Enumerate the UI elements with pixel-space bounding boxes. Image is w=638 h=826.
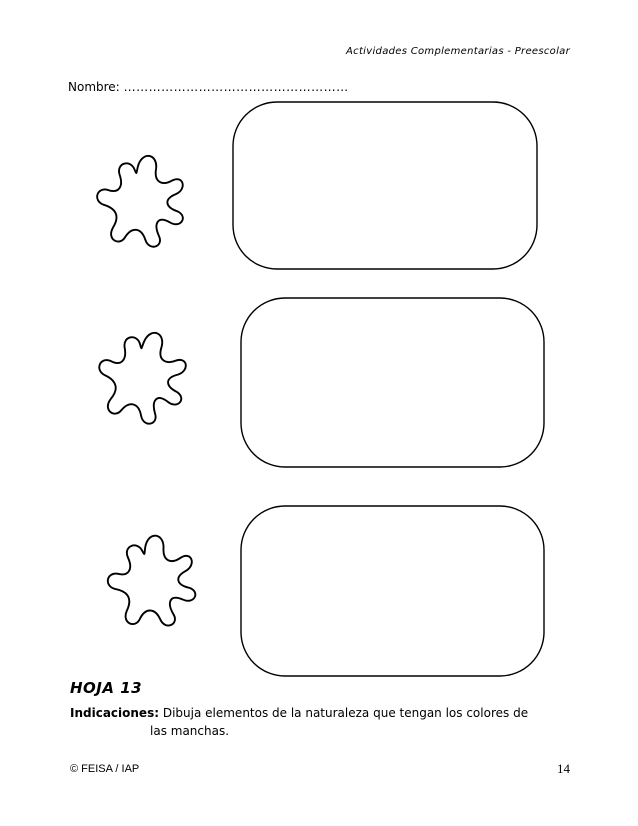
paint-splat-3 (104, 532, 199, 631)
indications-text-line1: Dibuja elementos de la naturaleza que tengan los colores de (162, 706, 529, 720)
drawing-box-1[interactable] (233, 102, 537, 269)
page-number: 14 (557, 761, 570, 776)
name-blank[interactable]: ……………………………………………… (123, 80, 349, 94)
indications-text-line2: las manchas. (150, 724, 230, 738)
paint-splat-1 (97, 156, 183, 247)
indications-label: Indicaciones: (70, 706, 160, 720)
paint-splat-2 (92, 326, 190, 428)
page-header: Actividades Complementarias - Preescolar (346, 46, 570, 57)
indications (70, 704, 540, 740)
drawing-box-3[interactable] (241, 506, 544, 676)
name-label: Nombre: (68, 80, 120, 94)
worksheet-title: HOJA 13 (70, 679, 143, 697)
footer-copyright: © FEISA / IAP (70, 763, 140, 775)
drawing-box-2[interactable] (241, 298, 544, 467)
